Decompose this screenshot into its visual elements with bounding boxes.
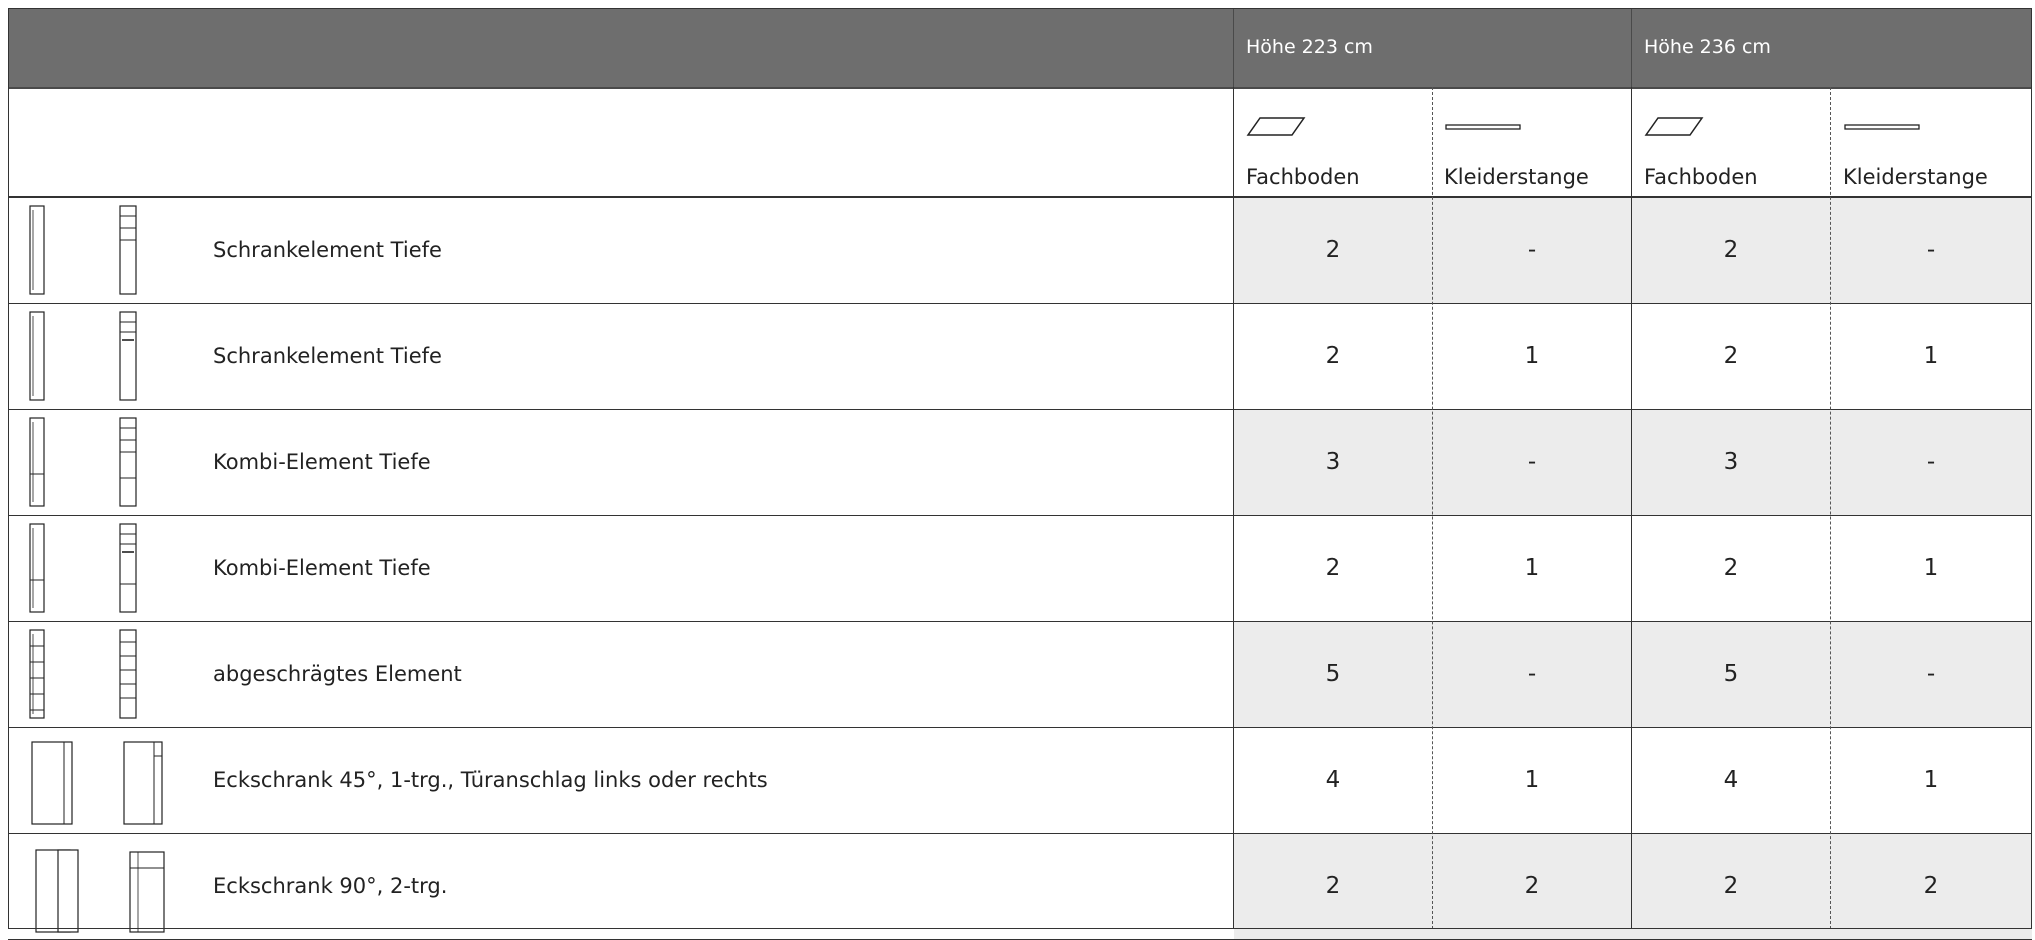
fachboden-236-value: 5 (1723, 661, 1739, 687)
element-name: Kombi-Element Tiefe (213, 556, 431, 580)
fachboden-223-value: 5 (1325, 661, 1341, 687)
table-row (8, 834, 2032, 940)
fachboden-236-value: 2 (1723, 343, 1739, 369)
table-header-band (8, 8, 2032, 89)
fachboden-223-value: 2 (1325, 873, 1341, 899)
table-row (8, 410, 2032, 516)
kleiderstange-236-value: - (1926, 661, 1936, 687)
kleiderstange-223-value: 2 (1524, 873, 1540, 899)
kleiderstange-223-value: - (1527, 449, 1537, 475)
corner-cabinet-90-icon (8, 840, 168, 938)
kleiderstange-223-value: 1 (1524, 555, 1540, 581)
element-name: abgeschrägtes Element (213, 662, 462, 686)
kleiderstange-223-value: - (1527, 237, 1537, 263)
fachboden-236-value: 2 (1723, 555, 1739, 581)
column-header-row (8, 89, 2032, 198)
table-row (8, 304, 2032, 410)
element-name: Eckschrank 45°, 1-trg., Türanschlag links oder rechts (213, 768, 768, 792)
column-fachboden-236 (1632, 89, 1831, 196)
table-row (8, 198, 2032, 304)
table-row (8, 516, 2032, 622)
column-fachboden-223 (1234, 89, 1432, 196)
corner-cabinet-45-icon (8, 734, 168, 832)
fachboden-223-value: 2 (1325, 237, 1341, 263)
kleiderstange-236-value: 1 (1923, 343, 1939, 369)
fachboden-223-value: 3 (1325, 449, 1341, 475)
kleiderstange-236-value: 2 (1923, 873, 1939, 899)
bevelled-shelf-icon (8, 628, 148, 726)
column-label: Fachboden (1644, 165, 1758, 189)
combi-cabinet-icon (8, 416, 148, 514)
combi-cabinet-rail-icon (8, 522, 148, 620)
kleiderstange-223-value: 1 (1524, 767, 1540, 793)
column-label: Kleiderstange (1843, 165, 1988, 189)
column-kleiderstange-236 (1831, 89, 2032, 196)
tall-cabinet-rail-icon (8, 310, 148, 408)
clothes-rail-icon (1843, 115, 1923, 139)
table-row (8, 622, 2032, 728)
fachboden-236-value: 2 (1723, 237, 1739, 263)
element-name: Eckschrank 90°, 2-trg. (213, 874, 448, 898)
column-label: Kleiderstange (1444, 165, 1589, 189)
kleiderstange-236-value: - (1926, 449, 1936, 475)
kleiderstange-223-value: 1 (1524, 343, 1540, 369)
fachboden-236-value: 3 (1723, 449, 1739, 475)
shelf-board-icon (1246, 115, 1306, 139)
element-name: Schrankelement Tiefe (213, 344, 442, 368)
column-kleiderstange-223 (1432, 89, 1631, 196)
kleiderstange-236-value: 1 (1923, 555, 1939, 581)
kleiderstange-236-value: - (1926, 237, 1936, 263)
element-name: Kombi-Element Tiefe (213, 450, 431, 474)
table-row (8, 728, 2032, 834)
element-name: Schrankelement Tiefe (213, 238, 442, 262)
tall-cabinet-icon (8, 204, 148, 302)
height-223-label: Höhe 223 cm (1246, 36, 1373, 58)
fachboden-223-value: 2 (1325, 555, 1341, 581)
height-236-label: Höhe 236 cm (1644, 36, 1771, 58)
kleiderstange-236-value: 1 (1923, 767, 1939, 793)
fachboden-223-value: 4 (1325, 767, 1341, 793)
fachboden-236-value: 2 (1723, 873, 1739, 899)
shelf-board-icon (1644, 115, 1704, 139)
kleiderstange-223-value: - (1527, 661, 1537, 687)
fachboden-236-value: 4 (1723, 767, 1739, 793)
clothes-rail-icon (1444, 115, 1524, 139)
fachboden-223-value: 2 (1325, 343, 1341, 369)
column-label: Fachboden (1246, 165, 1360, 189)
